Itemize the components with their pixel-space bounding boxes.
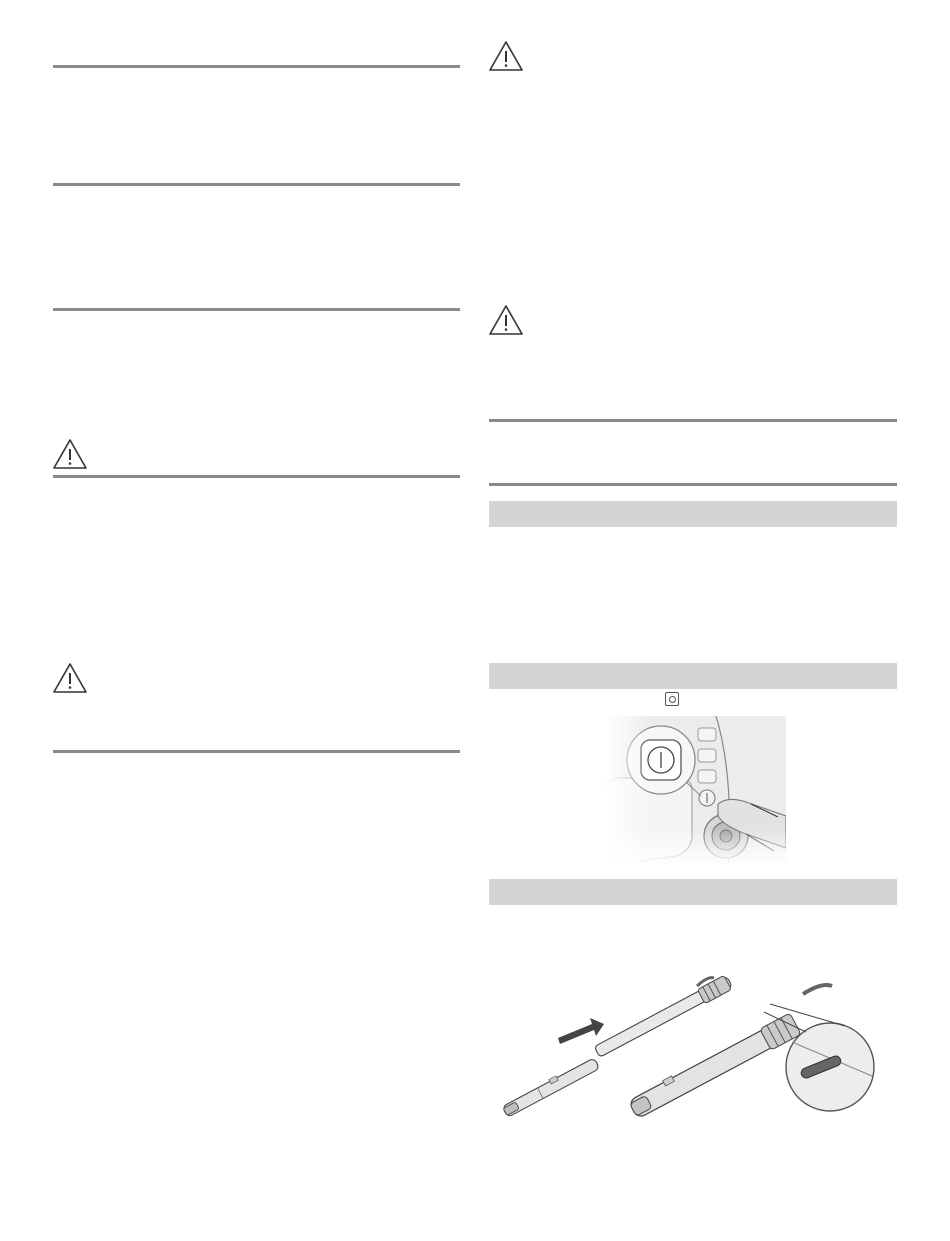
section-band-1 — [489, 501, 897, 527]
section-rule-2 — [53, 183, 460, 186]
warning-triangle-icon — [488, 40, 524, 72]
warning-triangle-icon — [52, 438, 88, 470]
section-rule-3 — [53, 308, 460, 311]
section-rule-1 — [53, 65, 460, 68]
warning-triangle-icon — [52, 662, 88, 694]
warning-triangle-icon — [488, 304, 524, 336]
section-rule-5 — [53, 750, 460, 753]
handpiece-assembly-illustration — [500, 972, 886, 1122]
section-rule-6 — [489, 419, 897, 422]
section-band-3 — [489, 879, 897, 905]
section-rule-4 — [53, 475, 460, 478]
control-panel-illustration — [606, 716, 786, 866]
section-band-2 — [489, 663, 897, 689]
section-rule-7 — [489, 483, 897, 486]
power-button-icon — [665, 692, 679, 706]
